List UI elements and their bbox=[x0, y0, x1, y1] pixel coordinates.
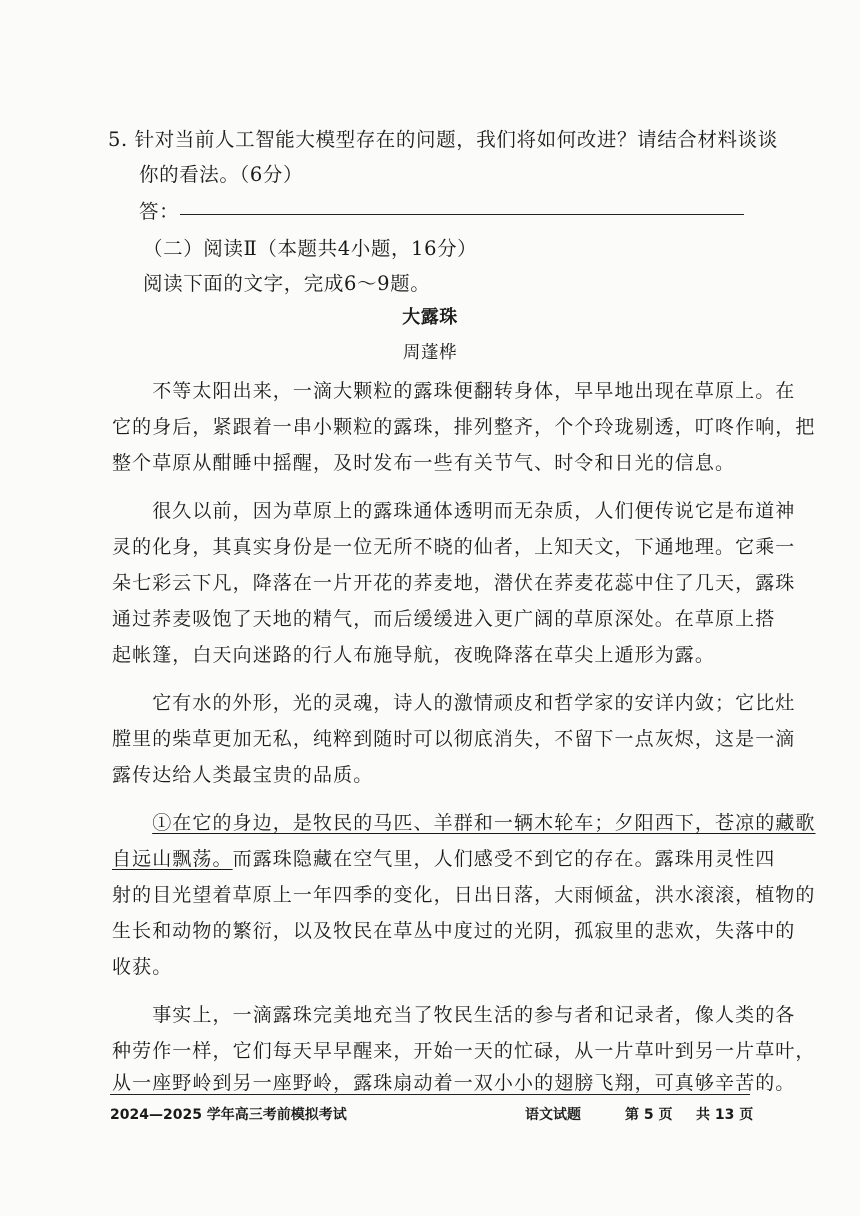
underlined-sentence-1: ①在它的身边，是牧民的马匹、羊群和一辆木轮车；夕阳西下，苍凉的藏歌 bbox=[152, 812, 816, 834]
question-5-line-1: 5. 针对当前人工智能大模型存在的问题，我们将如何改进？请结合材料谈谈 bbox=[108, 128, 778, 151]
question-5-line-2: 你的看法。（6分） bbox=[139, 163, 304, 186]
footer-subject: 语文试题 bbox=[525, 1107, 581, 1123]
answer-line bbox=[180, 214, 744, 215]
article-line: 不等太阳出来，一滴大颗粒的露珠便翻转身体，早早地出现在草原上。在 bbox=[112, 380, 796, 402]
article-line: 它的身后，紧跟着一串小颗粒的露珠，排列整齐，个个玲珑剔透，叮咚作响，把 bbox=[112, 416, 816, 438]
article-line: 射的目光望着草原上一年四季的变化，日出日落，大雨倾盆，洪水滚滚，植物的 bbox=[112, 884, 816, 906]
article-line: 收获。 bbox=[112, 956, 173, 978]
article-text: 而露珠隐藏在空气里，人们感受不到它的存在。露珠用灵性四 bbox=[232, 848, 776, 870]
paragraph-indent bbox=[112, 812, 152, 834]
article-line: 通过荞麦吸饱了天地的精气，而后缓缓进入更广阔的草原深处。在草原上搭 bbox=[112, 608, 776, 630]
answer-label: 答： bbox=[139, 200, 180, 223]
footer-exam-title: 2024—2025 学年高三考前模拟考试 bbox=[110, 1107, 347, 1123]
article-line: 朵七彩云下凡，降落在一片开花的荞麦地，潜伏在荞麦花蕊中住了几天，露珠 bbox=[112, 572, 796, 594]
footer-divider bbox=[110, 1094, 750, 1095]
article-line: 它有水的外形，光的灵魂，诗人的激情顽皮和哲学家的安详内敛；它比灶 bbox=[112, 692, 796, 714]
article-line: 从一座野岭到另一座野岭，露珠扇动着一双小小的翅膀飞翔，可真够辛苦的。 bbox=[112, 1072, 796, 1094]
footer-total-pages: 共 13 页 bbox=[696, 1107, 754, 1123]
article-line: 很久以前，因为草原上的露珠通体透明而无杂质，人们便传说它是布道神 bbox=[112, 500, 796, 522]
article-title: 大露珠 bbox=[402, 307, 458, 328]
article-line: 露传达给人类最宝贵的品质。 bbox=[112, 764, 374, 786]
article-line: 整个草原从酣睡中摇醒，及时发布一些有关节气、时令和日光的信息。 bbox=[112, 452, 736, 474]
article-line: 事实上，一滴露珠完美地充当了牧民生活的参与者和记录者，像人类的各 bbox=[112, 1004, 796, 1026]
section-instruction: 阅读下面的文字，完成6～9题。 bbox=[143, 272, 431, 295]
section-heading: （二）阅读Ⅱ（本题共4小题，16分） bbox=[143, 237, 478, 260]
footer-page-number: 第 5 页 bbox=[625, 1107, 673, 1123]
article-marked-line bbox=[112, 808, 816, 835]
article-line: 膛里的柴草更加无私，纯粹到随时可以彻底消失，不留下一点灰烬，这是一滴 bbox=[112, 728, 796, 750]
underlined-sentence-2: 自远山飘荡。 bbox=[112, 848, 233, 870]
article-line: 起帐篷，白天向迷路的行人布施导航，夜晚降落在草尖上遁形为露。 bbox=[112, 644, 716, 666]
article-line: 生长和动物的繁衍，以及牧民在草丛中度过的光阴，孤寂里的悲欢，失落中的 bbox=[112, 920, 796, 942]
article-author: 周蓬桦 bbox=[402, 343, 458, 363]
article-line: 灵的化身，其真实身份是一位无所不晓的仙者，上知天文，下通地理。它乘一 bbox=[112, 536, 796, 558]
article-line: 种劳作一样，它们每天早早醒来，开始一天的忙碌，从一片草叶到另一片草叶， bbox=[112, 1040, 816, 1062]
article-marked-line-2 bbox=[112, 844, 775, 871]
